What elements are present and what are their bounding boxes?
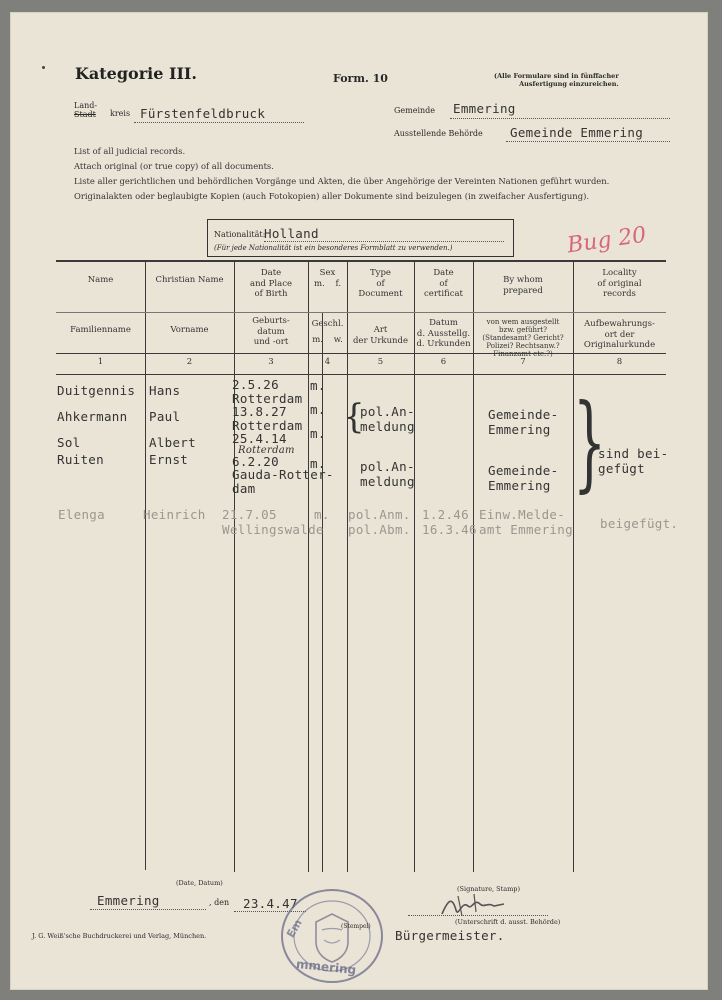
- column-divider: [414, 260, 415, 872]
- prepared-cell: Gemeinde-: [488, 463, 559, 478]
- col-cert-date-de-2: d. Ausstellg.: [416, 328, 471, 339]
- col-birth-de-2: datum: [257, 326, 285, 337]
- district-label-bottom: Stadt: [74, 109, 96, 119]
- doc-type-cell: pol.An-: [360, 459, 415, 474]
- col-number: 2: [186, 357, 193, 367]
- col-locality-en: [573, 268, 666, 300]
- table-header-rule: [56, 353, 666, 354]
- given-name-cell: Paul: [149, 409, 181, 424]
- authority-dotted-line: [506, 141, 670, 142]
- col-locality-de-3: Originalurkunde: [583, 340, 656, 351]
- signing-place-dotted-line: [90, 909, 206, 910]
- col-sex-en: [308, 268, 347, 289]
- instruction-line: Originalakten oder beglaubigte Kopien (auch Fotokopien) aller Dokumente sind beizulegen (in zweifacher Ausfertigung).: [74, 191, 589, 201]
- col-birth-de: [234, 316, 308, 348]
- birth-place-cell: Rotterdam: [232, 390, 303, 406]
- prepared-group-1: [488, 407, 558, 437]
- printer-imprint: J. G. Weiß'sche Buchdruckerei und Verlag, München.: [32, 932, 207, 940]
- col-number: 8: [616, 357, 623, 367]
- signature-caption: (Signature, Stamp): [457, 885, 520, 893]
- signing-place: Emmering: [97, 893, 160, 908]
- date-place-caption: (Date, Datum): [176, 879, 223, 887]
- given-name-cell: Albert: [149, 435, 196, 450]
- doc-type-cell: pol.An-: [360, 404, 415, 419]
- paper-speck: [42, 66, 45, 69]
- given-name-cell: Hans: [149, 383, 181, 398]
- birth-place-handwritten: Rotterdam: [238, 444, 295, 456]
- column-divider: [347, 260, 348, 872]
- surname-cell: Ahkermann: [57, 409, 128, 424]
- col-birth-en-1: Date: [260, 268, 282, 278]
- faint-doc-type-2: pol.Abm.: [348, 522, 411, 537]
- col-prepared-de-5: Finanzamt etc.?): [493, 350, 553, 359]
- instruction-line: List of all judicial records.: [74, 146, 186, 156]
- col-cert-date-en-1: Date: [433, 268, 454, 278]
- column-divider: [308, 260, 309, 872]
- locality-cell: gefügt: [598, 461, 645, 476]
- birth-date-cell: 13.8.27: [232, 404, 287, 419]
- prepared-cell: Emmering: [488, 422, 551, 437]
- col-prepared-de-3: (Standesamt? Gericht?: [482, 334, 564, 343]
- instructions: [74, 144, 609, 204]
- faint-locality: beigefügt.: [600, 516, 679, 531]
- municipality-value: Emmering: [453, 101, 516, 116]
- col-sex-de: [308, 319, 347, 345]
- faint-doc-type: [348, 507, 411, 537]
- col-name-en: Name: [87, 275, 114, 285]
- birth-date-cell: 2.5.26: [232, 377, 279, 392]
- col-birth-de-1: Geburts-: [252, 316, 290, 326]
- col-prepared-de-2: bzw. geführt?: [499, 326, 547, 335]
- signature-dotted-line: [408, 915, 548, 916]
- faint-prepared: [479, 507, 573, 537]
- faint-cert-date: [422, 507, 477, 537]
- col-sex-de-title: Geschl.: [311, 319, 344, 329]
- stamp-caption: (Stempel): [341, 923, 371, 930]
- col-sex-en-mf: [308, 279, 347, 290]
- col-cert-date-en-3: certificat: [424, 289, 463, 300]
- sex-m: m.: [313, 278, 325, 289]
- brace-doc-type: {: [343, 397, 365, 437]
- col-christian-name-de: Vorname: [170, 325, 209, 335]
- col-doc-type-de-2: der Urkunde: [352, 335, 409, 346]
- stamp-text-left: Em: [284, 917, 305, 940]
- prepared-cell: Gemeinde-: [488, 407, 559, 422]
- col-number: 4: [324, 357, 331, 367]
- form-sheet: [10, 12, 708, 990]
- faint-surname: Elenga: [58, 507, 105, 522]
- prepared-cell: Emmering: [488, 478, 551, 493]
- sex-w: w.: [333, 334, 343, 345]
- birth-place-cell: dam: [232, 480, 256, 496]
- col-prepared-en-1: By whom: [503, 275, 543, 285]
- district-value: Fürstenfeldbruck: [140, 106, 266, 121]
- col-birth-en-3: of Birth: [254, 289, 288, 300]
- locality-group: [598, 446, 668, 476]
- instruction-line: Attach original (or true copy) of all documents.: [74, 161, 274, 171]
- doc-type-group-2: [360, 459, 415, 489]
- col-number: 6: [440, 357, 447, 367]
- col-birth-en: [234, 268, 308, 300]
- sex-cell: m.: [310, 456, 326, 471]
- col-locality-de-2: ort der: [604, 329, 635, 340]
- sex-cell: m.: [310, 402, 326, 417]
- col-prepared-de-1: von wem ausgestellt: [486, 318, 560, 326]
- table-top-border: [56, 260, 666, 262]
- copies-note: [494, 72, 619, 89]
- col-cert-date-de-1: Datum: [429, 318, 458, 328]
- col-birth-en-2: and Place: [250, 278, 292, 289]
- faint-doc-type-1: pol.Anm.: [348, 507, 411, 522]
- district-dotted-line: [134, 122, 304, 123]
- faint-prepared-2: amt Emmering: [479, 522, 573, 537]
- given-names-column: [149, 378, 196, 468]
- birth-place-cell: Gauda-Rotter-: [232, 467, 334, 482]
- col-prepared-en: [473, 275, 573, 296]
- col-birth-de-3: und -ort: [253, 337, 289, 348]
- col-doc-type-de-1: Art: [373, 325, 388, 335]
- birth-place-cell: Rotterdam: [232, 417, 303, 433]
- nationality-dotted-line: [264, 241, 504, 242]
- form-number: Form. 10: [333, 72, 388, 85]
- surnames-column: [57, 378, 135, 468]
- surname-cell: Sol: [57, 435, 81, 450]
- brace-locality: }: [573, 381, 607, 503]
- col-locality-en-2: of original: [597, 278, 642, 289]
- col-locality-de: [573, 319, 666, 351]
- col-doc-type-en: [347, 268, 414, 300]
- authority-signature-caption: (Unterschrift d. ausst. Behörde): [455, 918, 561, 926]
- birth-date-cell: 25.4.14: [232, 431, 287, 446]
- col-prepared-de-4: Polizei? Rechtsanw.?: [486, 342, 560, 351]
- locality-cell: sind bei-: [598, 446, 669, 461]
- col-locality-en-3: records: [603, 289, 636, 300]
- copies-note-line1: (Alle Formulare sind in fünffacher: [494, 72, 619, 80]
- municipality-dotted-line: [450, 118, 670, 119]
- nationality-note: (Für jede Nationalität ist ein besonderes Formblatt zu verwenden.): [214, 244, 453, 252]
- sex-m-de: m.: [312, 334, 323, 345]
- sex-cell: m.: [310, 378, 326, 393]
- instruction-line: Liste aller gerichtlichen und behördlichen Vorgänge und Akten, die über Angehörige der Vereinten Nationen geführt wurden.: [74, 176, 610, 186]
- faint-sex: m.: [314, 507, 330, 522]
- doc-type-cell: meldung: [360, 419, 415, 434]
- col-number: 5: [377, 357, 384, 367]
- col-number: 7: [520, 357, 526, 367]
- sex-cell: m.: [310, 426, 326, 441]
- col-locality-de-1: Aufbewahrungs-: [584, 319, 655, 329]
- form-category: Kategorie III.: [75, 64, 197, 83]
- mayor-title: Bürgermeister.: [395, 928, 505, 943]
- den-label: , den: [209, 898, 230, 907]
- column-divider: [145, 260, 146, 870]
- red-handwritten-mark: Bug 20: [565, 222, 648, 259]
- authority-value: Gemeinde Emmering: [510, 125, 644, 140]
- faint-birth: [222, 507, 324, 537]
- doc-type-cell: meldung: [360, 474, 415, 489]
- given-name-cell: Ernst: [149, 452, 189, 467]
- faint-prepared-1: Einw.Melde-: [479, 507, 566, 522]
- col-number: 1: [97, 357, 104, 367]
- col-prepared-en-2: prepared: [503, 285, 543, 296]
- faint-cert-date-1: 1.2.46: [422, 507, 469, 522]
- col-name-de: Familienname: [70, 325, 131, 335]
- faint-given: Heinrich: [143, 507, 206, 522]
- birth-date-cell: 6.2.20: [232, 453, 279, 469]
- faint-birth-date: 21.7.05: [222, 507, 277, 522]
- nationality-value: Holland: [264, 226, 319, 241]
- col-locality-en-1: Locality: [602, 268, 637, 278]
- col-cert-date-en: [414, 268, 473, 300]
- col-doc-type-en-2: of: [376, 278, 385, 289]
- column-divider: [234, 260, 235, 872]
- municipality-label: Gemeinde: [394, 106, 436, 115]
- col-doc-type-de: [347, 325, 414, 346]
- col-sex-de-mw: [308, 335, 347, 346]
- sex-f: f.: [335, 278, 342, 289]
- col-cert-date-de: [414, 318, 473, 350]
- signing-date: 23.4.47: [243, 896, 298, 911]
- authority-label: Ausstellende Behörde: [394, 129, 483, 138]
- stamp-text-bottom: mmering: [295, 956, 357, 978]
- table-body-rule: [56, 374, 666, 375]
- prepared-group-2: [488, 463, 558, 493]
- column-divider: [573, 260, 574, 872]
- nationality-box: [207, 219, 514, 257]
- surname-cell: Duitgennis: [57, 383, 136, 398]
- col-sex-en-title: Sex: [319, 268, 336, 278]
- district-label-top: Land-: [74, 101, 98, 110]
- col-doc-type-en-3: Document: [358, 289, 403, 300]
- col-number: 3: [268, 357, 274, 367]
- col-christian-name-en: Christian Name: [155, 275, 224, 285]
- faint-cert-date-2: 16.3.46: [422, 522, 477, 537]
- surname-cell: Ruiten: [57, 452, 104, 467]
- district-label: [74, 102, 97, 120]
- col-prepared-de: [473, 318, 573, 358]
- copies-note-line2: Ausfertigung einzureichen.: [519, 80, 619, 89]
- col-doc-type-en-1: Type: [370, 268, 391, 278]
- col-cert-date-en-2: of: [439, 278, 448, 289]
- header-language-divider: [56, 312, 666, 313]
- district-suffix: kreis: [110, 109, 131, 118]
- col-cert-date-de-3: d. Urkunden: [416, 339, 471, 350]
- nationality-label: Nationalität:: [214, 230, 266, 239]
- faint-birth-place: Wellingswalde: [222, 522, 324, 537]
- doc-type-group-1: [360, 404, 415, 434]
